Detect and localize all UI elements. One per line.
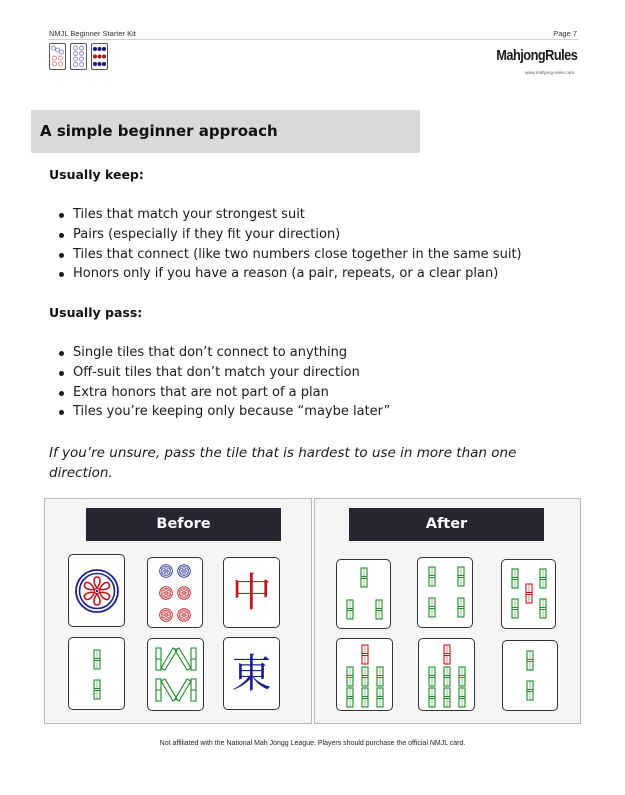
red-dragon-char: 中 <box>231 569 272 616</box>
document-title: NMJL Beginner Starter Kit <box>49 29 136 38</box>
brand-logo: MahjongRules <box>495 47 577 64</box>
three-bam-icon <box>340 564 388 624</box>
eight-bam-icon <box>152 644 200 706</box>
logo-tile-nine-dots-icon <box>91 43 108 70</box>
pass-list <box>56 343 390 422</box>
five-bam-icon <box>505 564 553 624</box>
list-item: Off-suit tiles that don’t match your direction <box>56 363 390 383</box>
list-item: Pairs (especially if they fit your direction) <box>56 225 522 245</box>
one-dot-icon <box>74 568 120 614</box>
list-item: Honors only if you have a reason (a pair, repeats, or a clear plan) <box>56 264 522 284</box>
list-item: Tiles you’re keeping only because “maybe later” <box>56 402 390 422</box>
list-item: Tiles that match your strongest suit <box>56 205 522 225</box>
seven-bam-icon <box>340 642 390 708</box>
tile-7-bam <box>418 638 475 711</box>
list-item: Tiles that connect (like two numbers close together in the same suit) <box>56 245 522 265</box>
keep-heading: Usually keep: <box>49 167 144 182</box>
before-panel-header: Before <box>86 508 281 541</box>
footer-disclaimer: Not affiliated with the National Mah Jongg League. Players should purchase the official NMJL card. <box>159 740 466 747</box>
tile-1-dot <box>68 554 125 627</box>
four-bam-icon <box>421 562 469 624</box>
brand-url: www.mahjong-rules.com <box>524 70 574 75</box>
two-bam-icon <box>87 644 107 704</box>
two-bam-icon <box>520 645 540 707</box>
list-item: Single tiles that don’t connect to anything <box>56 343 390 363</box>
tile-4-bam <box>417 557 473 628</box>
tile-7-bam <box>336 638 393 711</box>
seven-bam-icon <box>422 642 472 708</box>
tile-2-bam <box>68 637 125 710</box>
six-dot-icon <box>153 561 197 625</box>
tile-3-bam <box>336 559 391 629</box>
tip-text: If you’re unsure, pass the tile that is hardest to use in more than one direction. <box>49 445 517 481</box>
list-item: Extra honors that are not part of a plan <box>56 383 390 403</box>
tile-8-bam <box>147 638 204 711</box>
keep-list <box>56 205 522 284</box>
tile-east-wind <box>223 637 280 710</box>
after-panel-header: After <box>349 508 544 541</box>
logo-tile-dots-mixed-icon <box>49 43 66 70</box>
pass-heading: Usually pass: <box>49 305 143 320</box>
east-wind-char: 東 <box>231 650 272 697</box>
logo-tiles <box>49 43 108 70</box>
tile-6-dot <box>147 557 203 628</box>
section-title: A simple beginner approach <box>40 122 278 140</box>
tile-red-dragon <box>223 557 280 628</box>
page-number: Page 7 <box>553 29 577 38</box>
tile-5-bam <box>501 559 556 629</box>
tile-2-bam <box>502 640 558 711</box>
header-divider <box>48 39 578 40</box>
logo-tile-eight-dots-icon <box>70 43 87 70</box>
